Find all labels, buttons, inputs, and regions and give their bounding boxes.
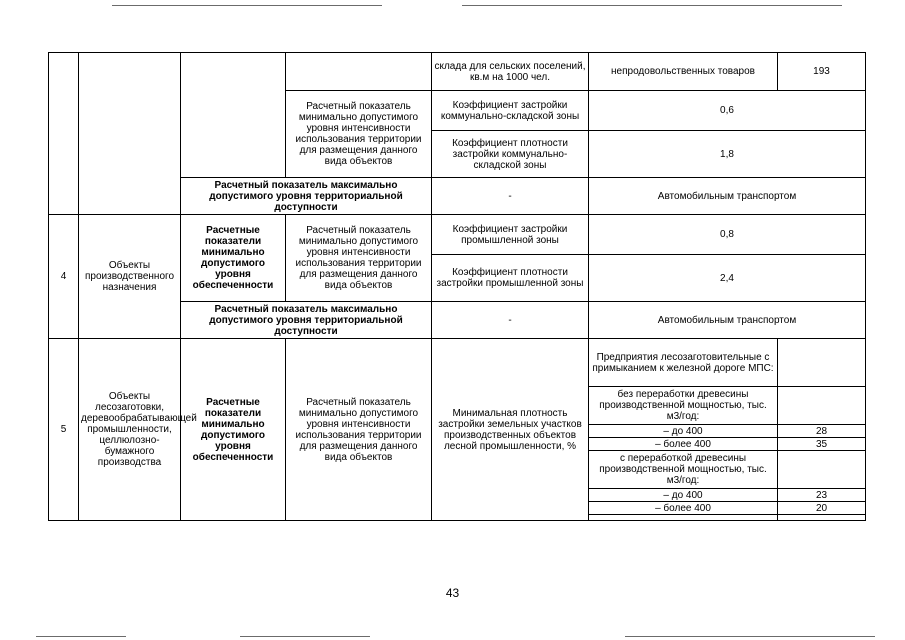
- table-cell-type: Расчетные показатели минимально допустимого уровня обеспеченности: [181, 339, 286, 521]
- table-cell-param: -: [432, 178, 589, 215]
- table-cell-value: [778, 387, 866, 425]
- table-cell-value: 1,8: [589, 131, 866, 178]
- table-cell-value: 28: [778, 425, 866, 438]
- table-cell-description: Расчетный показатель минимально допустимого уровня интенсивности использования территории для размещения данного вида объектов: [286, 215, 432, 302]
- table-cell-range: – более 400: [589, 438, 778, 451]
- scan-artifact-bottom-left: [36, 636, 126, 637]
- table-cell-access-label: Расчетный показатель максимально допустимого уровня территориальной доступности: [181, 302, 432, 339]
- table-cell-param: -: [432, 302, 589, 339]
- table-cell-value: 23: [778, 489, 866, 502]
- table-row: [49, 215, 866, 255]
- table-cell-param: Коэффициент застройки коммунально-складской зоны: [432, 91, 589, 131]
- table-cell-range: – до 400: [589, 425, 778, 438]
- table-cell-value: 0,8: [589, 215, 866, 255]
- table-cell-value: [778, 451, 866, 489]
- table-cell-param: Коэффициент плотности застройки коммунально-складской зоны: [432, 131, 589, 178]
- table-cell-value: Автомобильным транспортом: [589, 178, 866, 215]
- table-cell-param: Коэффициент застройки промышленной зоны: [432, 215, 589, 255]
- table-cell-type: [181, 53, 286, 178]
- scan-artifact-bottom-right: [625, 636, 875, 637]
- table-cell-num: 5: [49, 339, 79, 521]
- standards-table: [48, 52, 866, 521]
- table-cell-value: 35: [778, 438, 866, 451]
- table-cell-param: Минимальная плотность застройки земельных участков производственных объектов лесной промышленности, %: [432, 339, 589, 521]
- table-cell-unit: склада для сельских поселений, кв.м на 1000 чел.: [432, 53, 589, 91]
- scan-artifact-top: [112, 5, 382, 6]
- table-cell-value: 2,4: [589, 255, 866, 302]
- table-cell-type: Расчетные показатели минимально допустимого уровня обеспеченности: [181, 215, 286, 302]
- table-cell-object: Объекты производственного назначения: [79, 215, 181, 339]
- table-cell-subgroup: с переработкой древесины производственной мощностью, тыс. м3/год:: [589, 451, 778, 489]
- table-cell-blank: [778, 515, 866, 521]
- table-cell-value: [778, 339, 866, 387]
- table-cell-group: Предприятия лесозаготовительные с примыканием к железной дороге МПС:: [589, 339, 778, 387]
- table-cell-num: [49, 53, 79, 215]
- scan-artifact-bottom-mid: [240, 636, 370, 637]
- table-cell-value: Автомобильным транспортом: [589, 302, 866, 339]
- table-cell-range: – более 400: [589, 502, 778, 515]
- table-cell-object: [79, 53, 181, 215]
- table-cell-description: Расчетный показатель минимально допустимого уровня интенсивности использования территории для размещения данного вида объектов: [286, 91, 432, 178]
- table-cell-description: Расчетный показатель минимально допустимого уровня интенсивности использования территории для размещения данного вида объектов: [286, 339, 432, 521]
- table-cell-category: непродовольственных товаров: [589, 53, 778, 91]
- scan-artifact-top-right: [462, 5, 842, 6]
- table-row: [49, 339, 866, 387]
- table-cell-description: [286, 53, 432, 91]
- page-number: 43: [445, 586, 460, 600]
- table-cell-num: 4: [49, 215, 79, 339]
- table-cell-range: – до 400: [589, 489, 778, 502]
- table-cell-access-label: Расчетный показатель максимально допустимого уровня территориальной доступности: [181, 178, 432, 215]
- table-cell-value: 193: [778, 53, 866, 91]
- table-cell-param: Коэффициент плотности застройки промышленной зоны: [432, 255, 589, 302]
- table-row: [49, 53, 866, 91]
- table-cell-subgroup: без переработки древесины производственной мощностью, тыс. м3/год:: [589, 387, 778, 425]
- table-cell-blank: [589, 515, 778, 521]
- table-cell-value: 20: [778, 502, 866, 515]
- table-cell-value: 0,6: [589, 91, 866, 131]
- table-cell-object: Объекты лесозаготовки, деревообрабатывающей промышленности, целлюлозно-бумажного производства: [79, 339, 181, 521]
